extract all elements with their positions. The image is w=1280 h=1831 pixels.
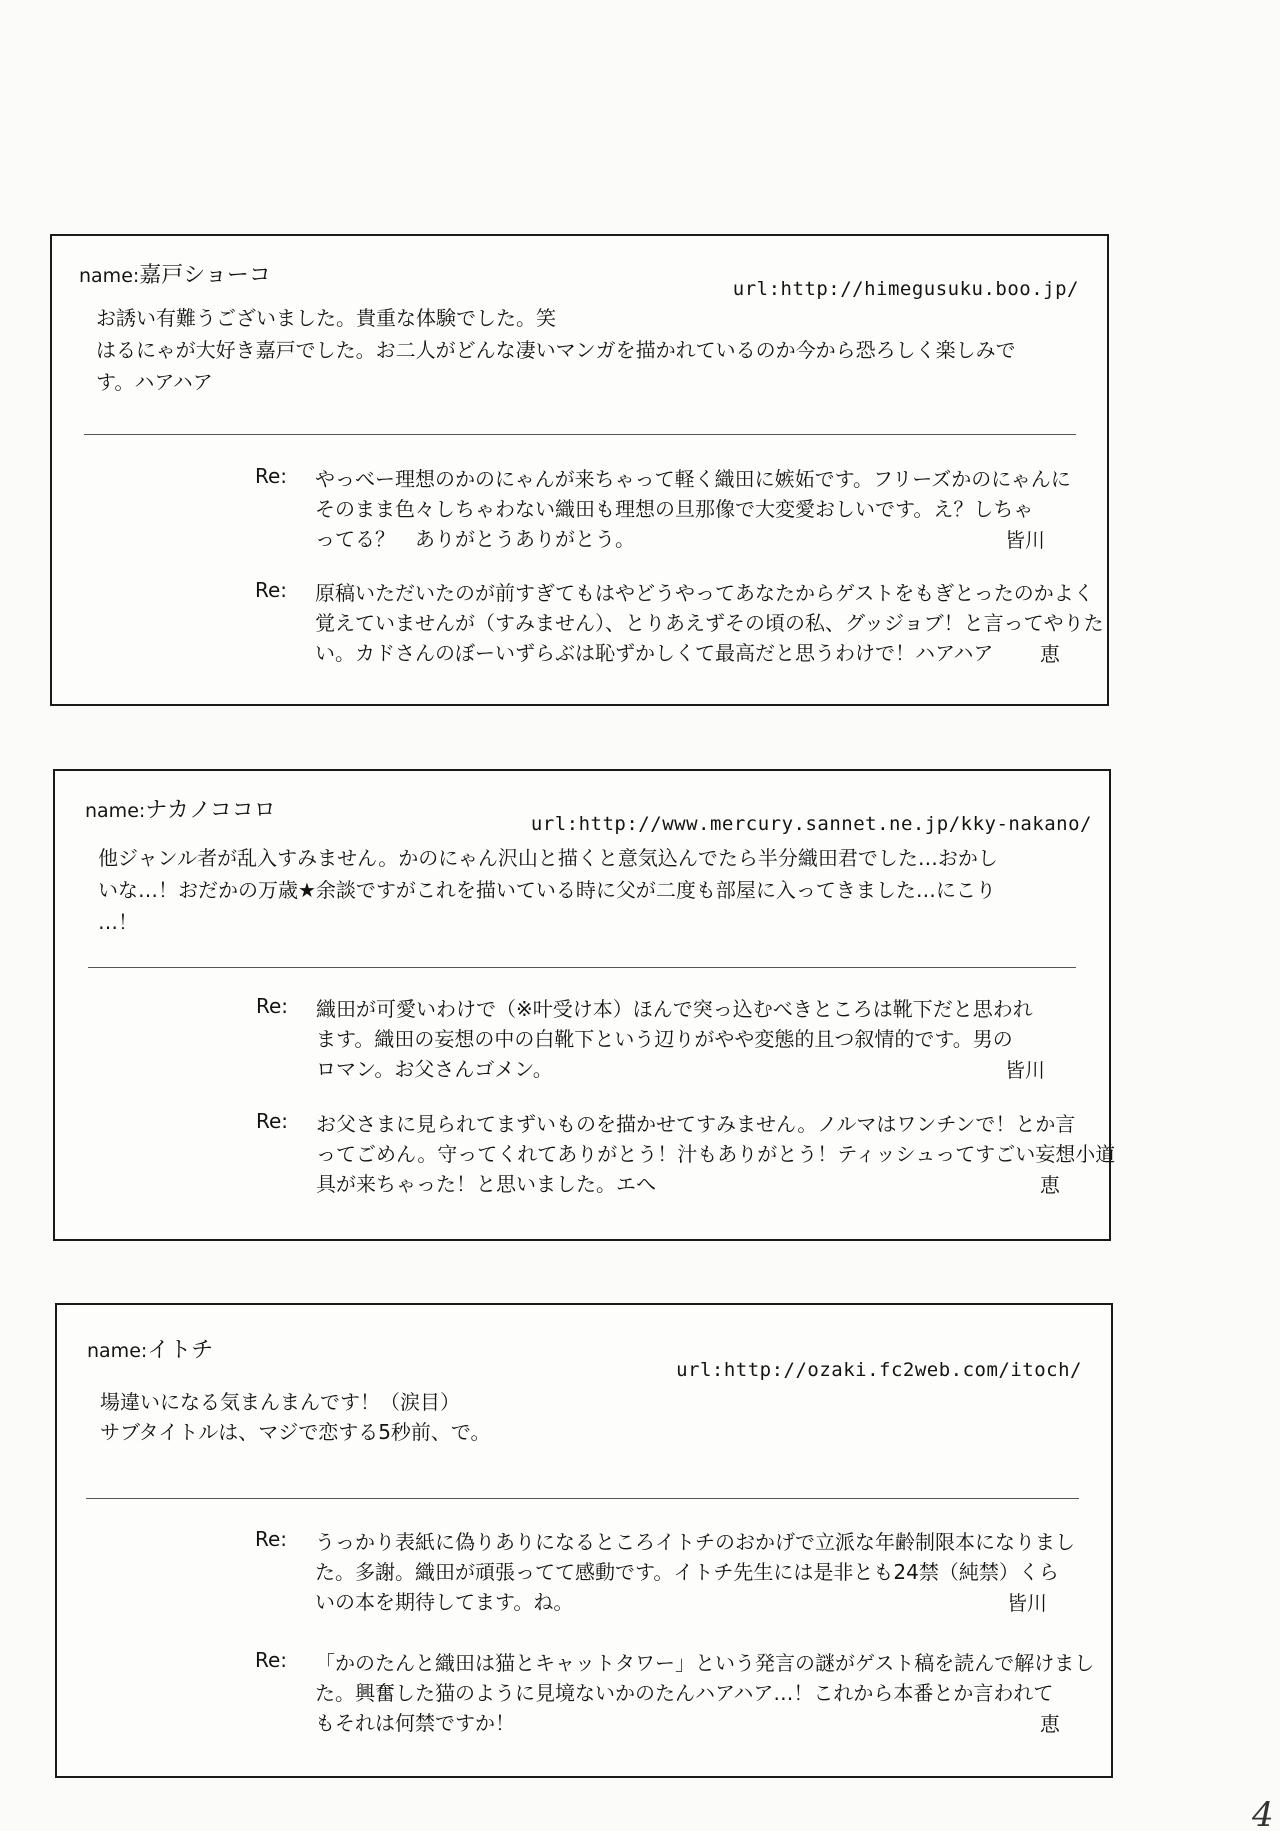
reply-line: いの本を期待してます。ね。 (315, 1590, 574, 1614)
reply-line: い。カドさんのぼーいずらぶは恥ずかしくて最高だと思うわけで！ハアハア (315, 641, 994, 665)
reply-line: ってごめん。守ってくれてありがとう！汁もありがとう！ティッシュってすごい妄想小道 (316, 1142, 1116, 1166)
divider (86, 1498, 1079, 1499)
reply-line: ロマン。お父さんゴメン。 (316, 1057, 553, 1081)
message-line: …！ (98, 910, 138, 934)
name-key: name: (87, 1340, 148, 1362)
reply-signature: 皆川 (1005, 1058, 1045, 1082)
reply-label: Re: (255, 464, 288, 488)
entry-url[interactable]: url:http://himegusuku.boo.jp/ (732, 278, 1079, 300)
reply-signature: 皆川 (1005, 528, 1045, 552)
entry-name: 嘉戸ショーコ (139, 263, 271, 288)
reply-line: た。多謝。織田が頑張ってて感動です。イトチ先生には是非とも24禁（純禁）くら (315, 1560, 1059, 1584)
reply-body (316, 1109, 1115, 1199)
reply-body (315, 1648, 1094, 1738)
reply-line: た。興奮した猫のように見境ないかのたんハアハア…！これから本番とか言われて (315, 1681, 1054, 1705)
reply-line: やっべー理想のかのにゃんが来ちゃって軽く織田に嫉妬です。フリーズかのにゃんに (315, 467, 1071, 491)
message-line: サブタイトルは、マジで恋する5秒前、で。 (100, 1420, 491, 1444)
entry-name-line (87, 1333, 213, 1364)
guestbook-entry (55, 1303, 1113, 1778)
reply-line: 「かのたんと織田は猫とキャットタワー」という発言の謎がゲスト稿を読んで解けまし (315, 1651, 1095, 1675)
reply-line: お父さまに見られてまずいものを描かせてすみません。ノルマはワンチンで！とか言 (316, 1112, 1076, 1136)
reply-line: 織田が可愛いわけで（※叶受け本）ほんで突っ込むべきところは靴下だと思われ (316, 997, 1033, 1021)
divider (84, 434, 1076, 435)
message-line: 場違いになる気まんまんです！（涙目） (100, 1390, 460, 1414)
reply-signature: 恵 (1040, 642, 1060, 666)
guestbook-entry (50, 234, 1109, 706)
divider (88, 967, 1076, 968)
entry-message (98, 842, 998, 938)
message-line: はるにゃが大好き嘉戸でした。お二人がどんな凄いマンガを描かれているのか今から恐ろしく楽しみで (96, 338, 1016, 362)
entry-message (96, 302, 1016, 398)
reply-label: Re: (256, 994, 289, 1018)
reply-line: ます。織田の妄想の中の白靴下という辺りがやや変態的且つ叙情的です。男の (316, 1027, 1013, 1051)
entry-name-line (79, 258, 271, 289)
reply-body (315, 578, 1104, 668)
reply-line: 具が来ちゃった！と思いました。エへ (316, 1172, 656, 1196)
reply-line: うっかり表紙に偽りありになるところイトチのおかげで立派な年齢制限本になりまし (315, 1530, 1075, 1554)
message-line: す。ハアハア (96, 370, 213, 394)
entry-message (100, 1387, 491, 1447)
reply-body (315, 1527, 1075, 1617)
entry-url[interactable]: url:http://www.mercury.sannet.ne.jp/kky-nakano/ (530, 813, 1092, 835)
guestbook-entry (53, 769, 1116, 1241)
message-line: いな…！おだかの万歳★余談ですがこれを描いている時に父が二度も部屋に入ってきました…にこり (98, 878, 996, 902)
reply-signature: 恵 (1040, 1173, 1060, 1197)
page-number: 4 (1252, 1800, 1274, 1831)
reply-line: ってる？ ありがとうありがとう。 (315, 527, 635, 551)
reply-signature: 恵 (1040, 1712, 1060, 1736)
reply-label: Re: (255, 1648, 288, 1672)
name-key: name: (85, 800, 146, 822)
reply-line: 原稿いただいたのが前すぎてもはやどうやってあなたからゲストをもぎとったのかよく (315, 581, 1094, 605)
reply-signature: 皆川 (1007, 1591, 1047, 1615)
reply-label: Re: (255, 578, 288, 602)
reply-body (316, 994, 1033, 1084)
entry-name: イトチ (147, 1338, 214, 1363)
message-line: 他ジャンル者が乱入すみません。かのにゃん沢山と描くと意気込んでたら半分織田君でした…おかし (98, 846, 998, 870)
name-key: name: (79, 265, 140, 287)
reply-label: Re: (256, 1109, 289, 1133)
reply-body (315, 464, 1071, 554)
message-line: お誘い有難うございました。貴重な体験でした。笑 (96, 306, 556, 330)
reply-line: そのまま色々しちゃわない織田も理想の旦那像で大変愛おしいです。え？しちゃ (315, 497, 1034, 521)
entry-name: ナカノココロ (145, 798, 276, 823)
reply-line: 覚えていませんが（すみません）、とりあえずその頃の私、グッジョブ！と言ってやりた (315, 611, 1104, 635)
entry-url[interactable]: url:http://ozaki.fc2web.com/itoch/ (676, 1359, 1082, 1381)
reply-label: Re: (255, 1527, 288, 1551)
reply-line: もそれは何禁ですか！ (315, 1711, 515, 1735)
entry-name-line (85, 793, 276, 824)
